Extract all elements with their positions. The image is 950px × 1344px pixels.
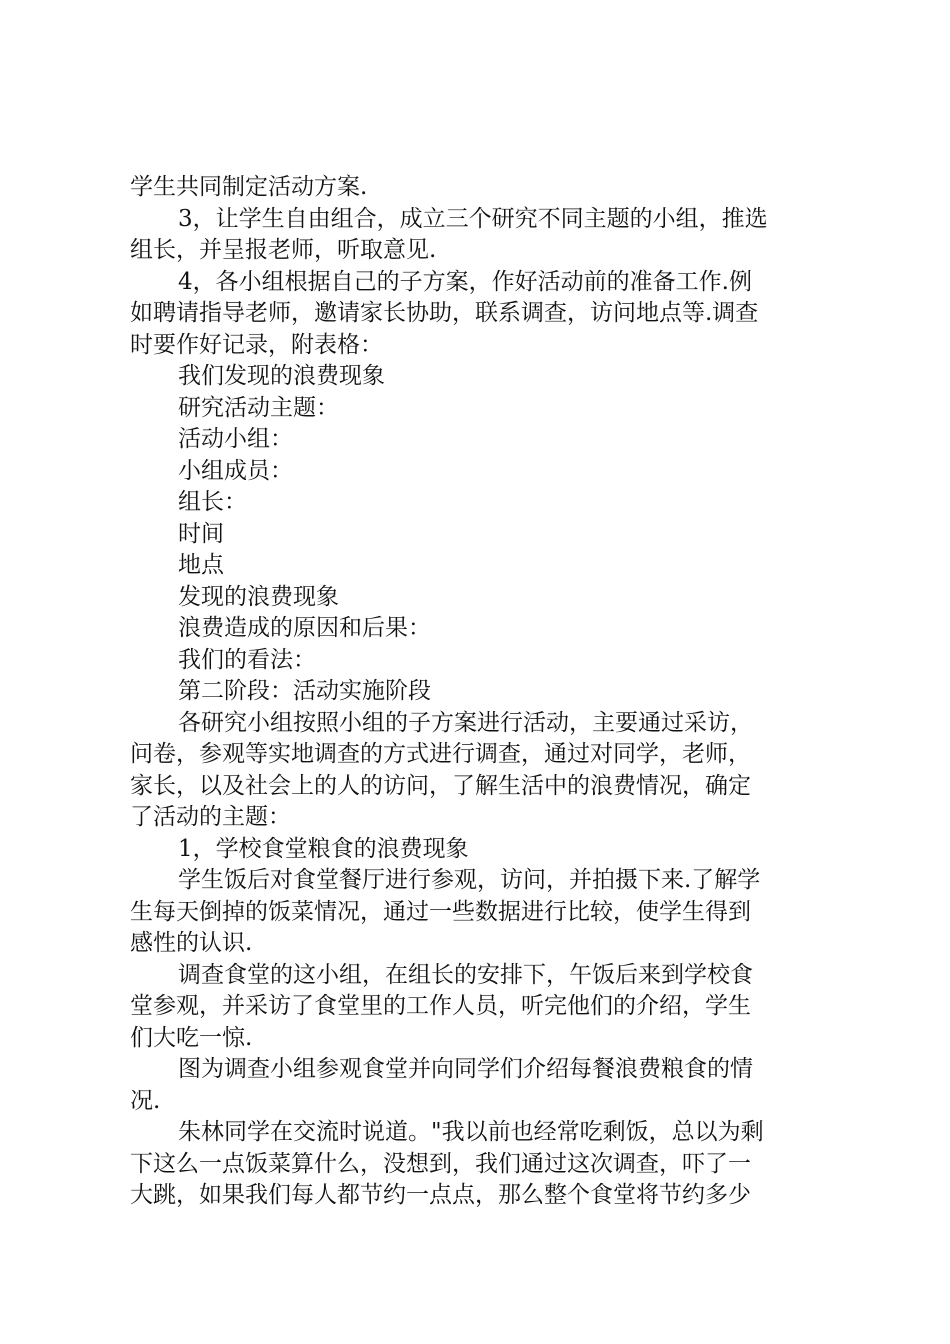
- text-line: 小组成员：: [178, 457, 293, 484]
- text-line: 3，让学生自由组合，成立三个研究不同主题的小组，推选: [178, 205, 768, 232]
- text-line: 我们发现的浪费现象: [178, 363, 385, 389]
- text-line: 地点: [178, 552, 224, 578]
- text-line: 4，各小组根据自己的子方案，作好活动前的准备工作.例: [178, 268, 752, 295]
- text-line: 下这么一点饭菜算什么，没想到，我们通过这次调查，吓了一: [130, 1150, 751, 1177]
- text-line: 组长，并呈报老师，听取意见.: [130, 237, 437, 263]
- text-line: 问卷，参观等实地调查的方式进行调查，通过对同学，老师，: [130, 741, 751, 767]
- text-line: 时要作好记录，附表格：: [130, 331, 383, 358]
- text-line: 浪费造成的原因和后果：: [178, 615, 431, 641]
- text-line: 组长：: [178, 489, 247, 515]
- text-line: 生每天倒掉的饭菜情况，通过一些数据进行比较，使学生得到: [130, 898, 751, 925]
- text-line: 感性的认识.: [130, 930, 253, 956]
- text-line: 1，学校食堂粮食的浪费现象: [178, 835, 469, 862]
- text-line: 堂参观，并采访了食堂里的工作人员，听完他们的介绍，学生: [130, 993, 751, 1019]
- text-line: 第二阶段：活动实施阶段: [178, 678, 431, 704]
- text-line: 们大吃一惊.: [130, 1024, 253, 1051]
- text-line: 家长，以及社会上的人的访问，了解生活中的浪费情况，确定: [130, 772, 751, 799]
- text-line: 各研究小组按照小组的子方案进行活动，主要通过采访，: [178, 709, 753, 736]
- text-line: 学生饭后对食堂餐厅进行参观，访问，并拍摄下来.了解学: [178, 867, 761, 893]
- text-line: 调查食堂的这小组，在组长的安排下，午饭后来到学校食: [178, 961, 753, 988]
- text-line: 研究活动主题：: [178, 394, 339, 421]
- document-body: [130, 172, 830, 1212]
- text-line: 图为调查小组参观食堂并向同学们介绍每餐浪费粮食的情: [178, 1056, 753, 1082]
- text-line: 如聘请指导老师，邀请家长协助，联系调查，访问地点等.调查: [130, 300, 759, 326]
- text-line: 了活动的主题：: [130, 804, 291, 830]
- text-line: 时间: [178, 520, 224, 547]
- text-line: 朱林同学在交流时说道。"我以前也经常吃剩饭，总以为剩: [178, 1119, 764, 1145]
- text-line: 况.: [130, 1087, 161, 1114]
- text-line: 我们的看法：: [178, 646, 316, 673]
- text-line: 大跳，如果我们每人都节约一点点，那么整个食堂将节约多少: [130, 1182, 751, 1208]
- text-line: 发现的浪费现象: [178, 583, 339, 610]
- text-line: 活动小组：: [178, 426, 293, 452]
- text-line: 学生共同制定活动方案.: [130, 174, 368, 200]
